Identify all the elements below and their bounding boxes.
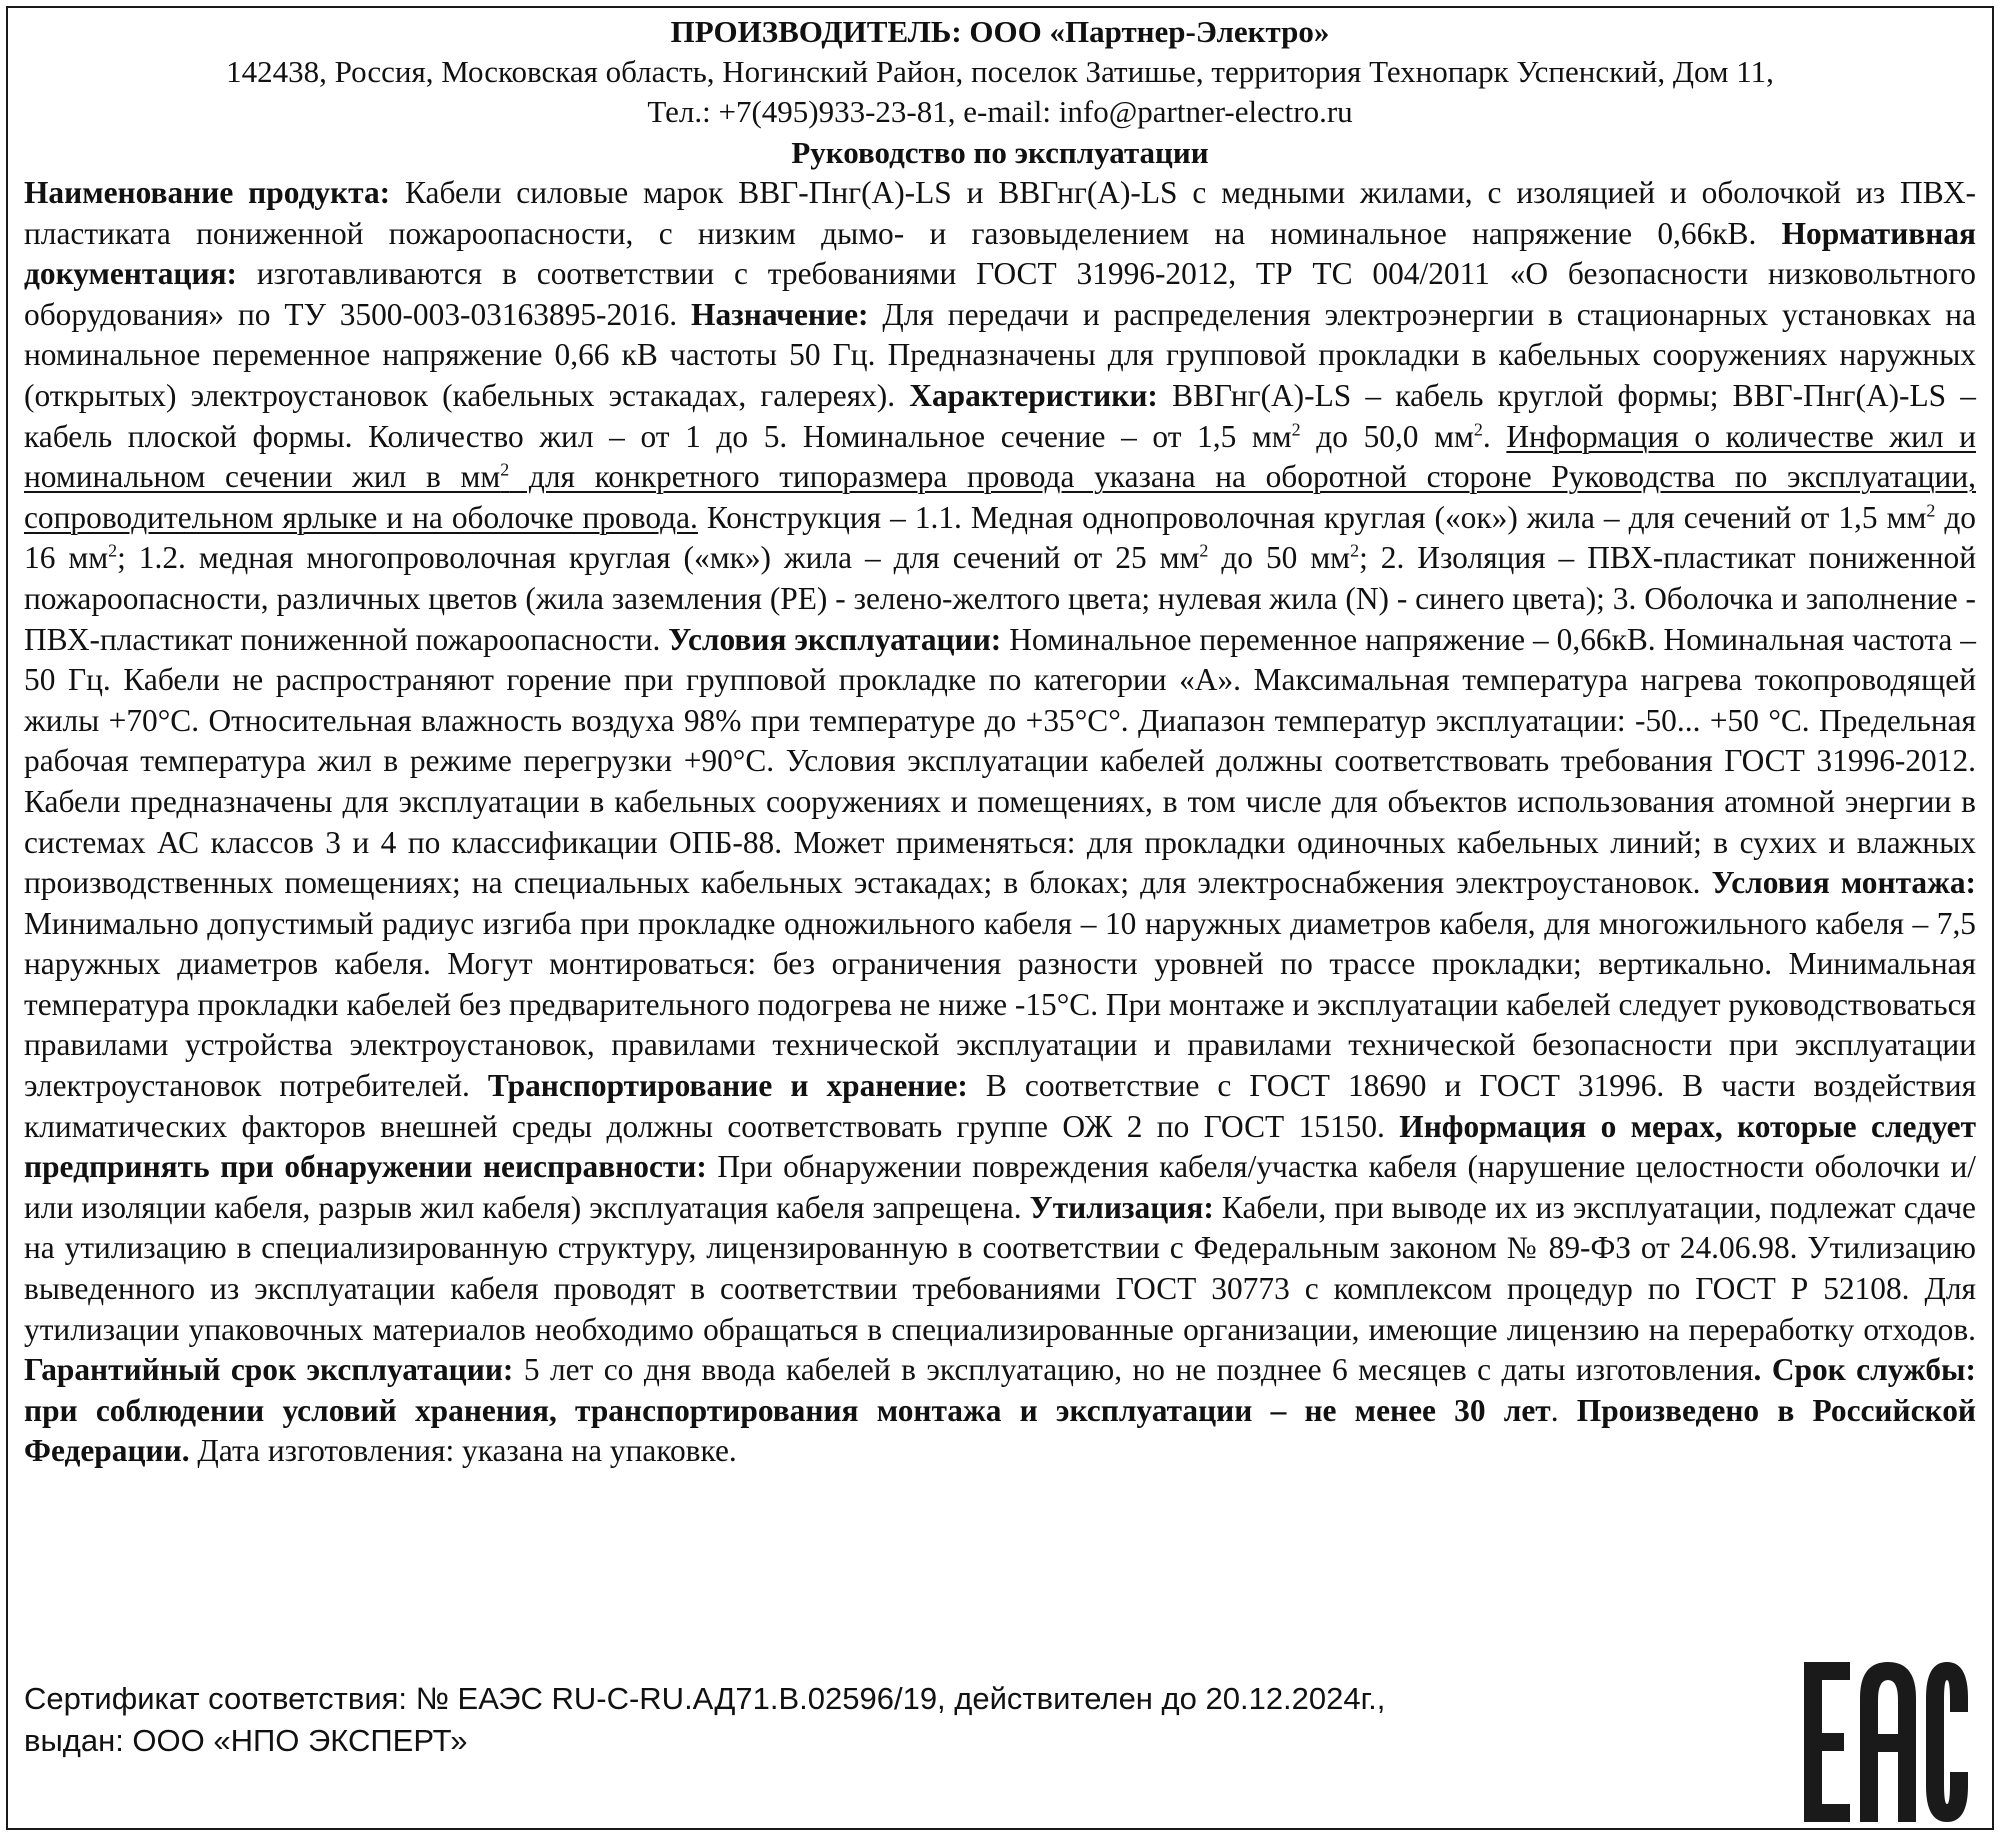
warranty-text: 5 лет со дня ввода кабелей в эксплуатацию, но не позднее 6 месяцев с даты изготовления [513,1352,1754,1388]
contacts-line: Тел.: +7(495)933-23-81, e-mail: info@partner-electro.ru [647,94,1353,129]
certificate-line: Сертификат соответствия: № ЕАЭС RU-C-RU.АД71.В.02596/19, действителен до 20.12.2024г., [24,1681,1386,1716]
disposal-text: Кабели, при выводе их из эксплуатации, подлежат сдаче на утилизацию в специализированную структуру, лицензированную в соответствии с Федеральным законом № 89-ФЗ от 24.06.98. Утилизацию выведенного из эксплуатации кабеля проводят в соответствии требованиями ГОСТ 30773 с комплексом процедур по ГОСТ Р 52108. Для утилизации упаковочных материалов необходимо обращаться в специализированные организации, имеющие лицензию на переработку отходов. [24,1189,1976,1347]
construction-text-d: до 50 мм [1208,540,1351,576]
superscript-2: 2 [500,459,510,480]
purpose-label: Назначение: [691,296,869,332]
characteristics-text-a: ВВГнг(А)-LS – кабель круглой формы; ВВГ-Пнг(А)-LS – кабель плоской формы. Количество жил – от 1 до 5. Номинальное сечение – от 1,5 мм [24,377,1976,454]
superscript-2: 2 [1291,419,1301,440]
installation-conditions-text: Минимально допустимый радиус изгиба при прокладке одножильного кабеля – 10 наружных диаметров кабеля, для многожильного кабеля – 7,5 наружных диаметров кабеля. Могут монтироваться: без ограничения разности уровней по трассе прокладки; вертикально. Минимальная температура прокладки кабелей без предварительного подогрева не ниже -15°С. При монтаже и эксплуатации кабелей следует руководствоваться правилами устройства электроустановок, правилами технической эксплуатации и правилами технической безопасности при эксплуатации электроустановок потребителей. [24,905,1976,1104]
transport-storage-text: В соответствие с ГОСТ 18690 и ГОСТ 31996. В части воздействия климатических факторов внешней среды должны соответствовать группе ОЖ 2 по ГОСТ 15150. [24,1068,1977,1144]
normative-docs-label: Нормативная документация: [24,215,1976,292]
underlined-notice-b: для конкретного типоразмера провода указана на оборотной стороне Руководства по эксплуатации, сопроводительном ярлыке и на оболочке провода. [24,459,1976,535]
certificate-issuer-line: выдан: ООО «НПО ЭКСПЕРТ» [24,1723,468,1758]
manufacturer-line: ПРОИЗВОДИТЕЛЬ: ООО «Партнер-Электро» [670,14,1330,49]
construction-text-e: ; 2. Изоляция – ПВХ-пластикат пониженной пожароопасности, различных цветов (жила заземления (PE) - зелено-желтого цвета; нулевая жила (N) - синего цвета); 3. Оболочка и заполнение - ПВХ-пластикат пониженной пожароопасности. [24,540,1976,657]
product-name-text: Кабели силовые марок ВВГ-Пнг(А)-LS и ВВГнг(А)-LS с медными жилами, с изоляцией и оболочкой из ПВХ-пластиката пониженной пожароопасности, с низким дымо- и газовыделением на номинальное напряжение 0,66кВ. [24,175,1976,251]
normative-docs-text: изготавливаются в соответствии с требованиями ГОСТ 31996-2012, ТР ТС 004/2011 «О безопасности низковольтного оборудования» по ТУ 3500-003-03163895-2016. [24,256,1976,332]
construction-text-b: до 16 мм [24,499,1976,576]
eac-mark-icon [1802,1660,1970,1824]
manufacture-date-text: Дата изготовления: указана на упаковке. [189,1433,737,1469]
superscript-2: 2 [1473,419,1483,440]
made-in-russia: Произведено в Российской Федерации. [24,1392,1976,1469]
service-life: Срок службы: при соблюдении условий хранения, транспортирования монтажа и эксплуатации – не менее 30 лет [24,1352,1977,1428]
construction-text-a: Конструкция – 1.1. Медная однопроволочная круглая («ок») жила – для сечений от 1,5 мм [697,499,1927,535]
purpose-text: Для передачи и распределения электроэнергии в стационарных установках на номинальное переменное напряжение 0,66 кВ частоты 50 Гц. Предназначены для групповой прокладки в кабельных сооружениях наружных (открытых) электроустановок (кабельных эстакадах, галереях). [24,296,1976,413]
document-title: Руководство по эксплуатации [791,135,1209,170]
superscript-2: 2 [1926,500,1936,521]
document-frame [6,6,1994,1830]
superscript-2: 2 [1199,540,1209,561]
address-line: 142438, Россия, Московская область, Ногинский Район, поселок Затишье, территория Технопарк Успенский, Дом 11, [226,54,1774,89]
construction-text-c: ; 1.2. медная многопроволочная круглая («мк») жила – для сечений от 25 мм [117,540,1200,576]
disposal-label: Утилизация: [1029,1189,1214,1225]
underlined-notice-a: Информация о количестве жил и номинальном сечении жил в мм [24,418,1976,495]
operating-conditions-label: Условия эксплуатации: [668,621,1002,657]
characteristics-text-b: до 50,0 мм [1300,418,1474,454]
transport-storage-label: Транспортирование и хранение: [487,1068,968,1104]
service-life-period: . [1550,1392,1577,1428]
malfunction-measures-text: При обнаружении повреждения кабеля/участка кабеля (нарушение целостности оболочки и/или изоляции кабеля, разрыв жил кабеля) эксплуатация кабеля запрещена. [24,1149,1976,1225]
warranty-label: Гарантийный срок эксплуатации: [24,1352,514,1388]
characteristics-text-c: . [1482,418,1507,454]
characteristics-label: Характеристики: [909,377,1158,413]
warranty-period: . [1753,1352,1772,1388]
superscript-2: 2 [1350,540,1360,561]
operating-conditions-text: Номинальное переменное напряжение – 0,66кВ. Номинальная частота – 50 Гц. Кабели не распространяют горение при групповой прокладке по категории «А». Максимальная температура нагрева токопроводящей жилы +70°С. Относительная влажность воздуха 98% при температуре до +35°С°. Диапазон температур эксплуатации: -50... +50 °С. Предельная рабочая температура жил в режиме перегрузки +90°С. Условия эксплуатации кабелей должны соответствовать требования ГОСТ 31996-2012. Кабели предназначены для эксплуатации в кабельных сооружениях и помещениях, в том числе для объектов использования атомной энергии в системах АС классов 3 и 4 по классификации ОПБ-88. Может применяться: для прокладки одиночных кабельных линий; в сухих и влажных производственных помещениях; на специальных кабельных эстакадах; в блоках; для электроснабжения электроустановок. [24,621,1977,901]
malfunction-measures-label: Информация о мерах, которые следует предпринять при обнаружении неисправности: [24,1108,1977,1185]
certificate-block [24,1678,1385,1762]
superscript-2: 2 [108,540,118,561]
manual-body [24,173,1976,1472]
product-name-label: Наименование продукта: [24,175,391,210]
installation-conditions-label: Условия монтажа: [1711,865,1976,901]
